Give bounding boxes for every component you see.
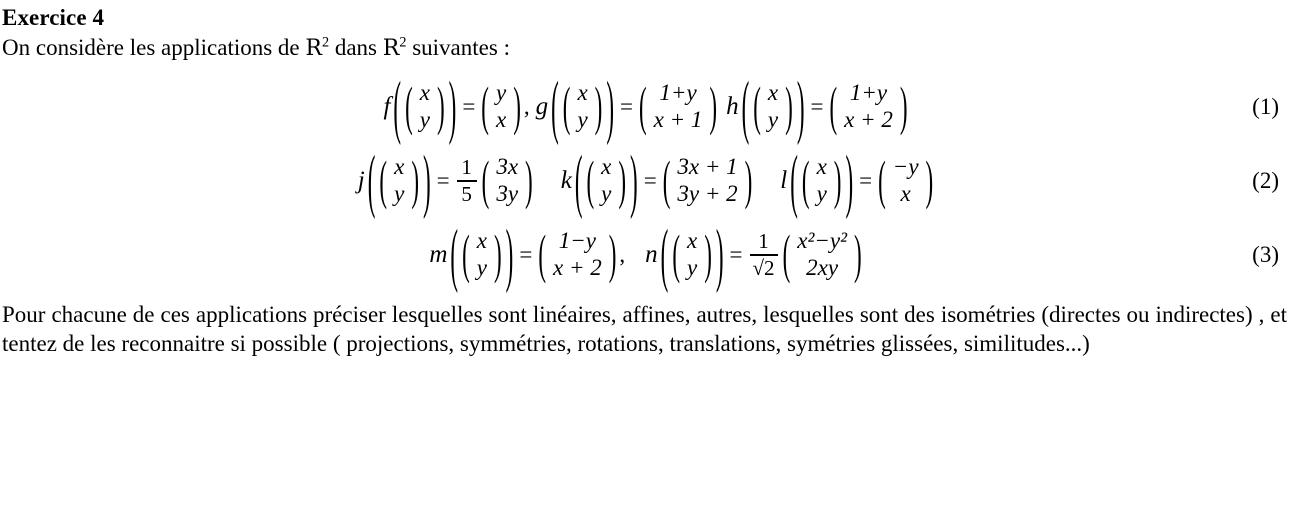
codomain-symbol: R [382,36,400,62]
arg-top-j: x [394,154,405,180]
result-vector-m [536,225,618,285]
argument-column-l [812,154,832,207]
argument-column-h [763,80,783,133]
result-column-m [548,228,607,281]
inner-paren-left: ( [379,151,388,211]
argument-vector-f [391,67,458,146]
equation-tag-3: (3) [1252,241,1279,267]
outer-paren-left: ( [741,67,750,146]
domain-exponent: 2 [321,34,330,51]
coefficient-fraction-n [750,230,778,280]
arg-bottom-j: y [394,180,405,206]
argument-vector-j [366,141,433,220]
result-paren-right: ) [925,151,934,211]
arg-bottom-m: y [476,254,487,280]
argument-vector-m [448,215,515,294]
argument-column-j [389,154,409,207]
page-top-edge [0,2,1293,5]
equation-row-3 [0,215,1293,294]
equals-sign-l: = [859,167,873,193]
result-column-k [672,154,742,207]
equals-sign-m: = [519,241,533,267]
inner-paren-right: ) [594,77,603,137]
fraction-numerator-n: 1 [758,228,769,253]
argument-column-k [596,154,616,207]
inner-paren-right: ) [704,225,712,285]
inner-paren-right: ) [411,151,419,211]
equation-row-2 [0,141,1293,220]
arg-top-f: x [419,80,430,106]
function-name-l: l [780,166,788,194]
result-vector-g [637,77,719,137]
result-column-f [491,80,511,133]
result-column-h [839,80,898,133]
domain-symbol: R [305,36,322,62]
result-column-j [491,154,523,207]
argument-column-m [472,228,492,281]
inner-paren-left: ( [562,77,571,137]
codomain-exponent: 2 [399,34,407,51]
arg-top-n: x [686,228,698,254]
outer-paren-right: ) [505,215,514,294]
equals-sign-k: = [643,167,657,193]
argument-vector-l [788,141,855,220]
arg-bottom-h: y [767,106,779,132]
argument-vector-g [549,67,616,146]
result-paren-left: ( [639,77,647,137]
inner-paren-right: ) [493,225,502,285]
equation-block [0,67,1293,294]
result-top-g: 1+y [659,80,697,106]
result-paren-right: ) [513,77,521,137]
arg-top-k: x [601,154,612,180]
result-vector-h [827,77,909,137]
intro-text-middle: dans [329,35,383,61]
fraction-denominator-j: 5 [461,181,472,206]
result-top-k: 3x + 1 [677,154,738,180]
inner-paren-left: ( [801,151,810,211]
argument-vector-k [573,141,640,220]
separator-m: , [619,241,626,267]
result-top-n: x²−y² [797,228,847,254]
argument-column-g [572,80,592,133]
result-paren-left: ( [878,151,886,211]
outer-paren-left: ( [660,215,669,294]
argument-vector-h [740,67,807,146]
function-name-h: h [726,92,739,120]
fraction-numerator-j: 1 [461,154,472,179]
arg-bottom-g: y [577,106,588,132]
inner-paren-left: ( [753,77,761,137]
result-vector-l [876,151,935,211]
result-vector-k [661,151,755,211]
arg-bottom-k: y [601,180,612,206]
arg-top-h: x [767,80,779,106]
arg-top-m: x [476,228,487,254]
result-column-l [888,154,924,207]
result-paren-right: ) [525,151,533,211]
result-bottom-g: x + 1 [653,106,703,132]
intro-text-after: suivantes : [406,35,510,61]
outer-paren-left: ( [367,141,376,220]
intro-line [2,33,1293,64]
equals-sign-g: = [620,93,633,119]
result-bottom-k: 3y + 2 [677,180,738,206]
outer-paren-right: ) [796,67,805,146]
equation-tag-1: (1) [1252,93,1279,119]
equals-sign-j: = [436,167,450,193]
result-paren-left: ( [782,225,791,285]
outer-paren-right: ) [606,67,615,146]
result-top-j: 3x [496,154,519,180]
intro-text-before: On considère les applications de [2,35,306,61]
inner-paren-left: ( [405,77,413,137]
result-paren-left: ( [538,225,546,285]
inner-paren-right: ) [618,151,627,211]
equation-row-1 [0,67,1293,146]
arg-bottom-l: y [816,180,827,206]
result-top-m: 1−y [558,228,596,254]
result-paren-left: ( [662,151,671,211]
outer-paren-right: ) [630,141,638,220]
result-paren-right: ) [744,151,753,211]
inner-paren-left: ( [586,151,595,211]
outer-paren-left: ( [551,67,559,146]
outer-paren-left: ( [790,141,798,220]
result-paren-right: ) [853,225,862,285]
equals-sign-h: = [810,93,824,119]
result-paren-right: ) [709,77,718,137]
result-paren-left: ( [829,77,838,137]
inner-paren-right: ) [833,151,842,211]
function-name-f: f [383,92,391,120]
result-top-f: y [495,80,507,106]
result-paren-left: ( [481,77,489,137]
function-name-m: m [429,240,448,268]
outer-paren-right: ) [422,141,431,220]
document-page [0,4,1293,511]
exercise-title: Exercice 4 [2,5,105,30]
outer-paren-left: ( [393,67,402,146]
result-column-g [649,80,708,133]
result-bottom-h: x + 2 [844,106,893,132]
function-name-k: k [560,166,572,194]
result-bottom-f: x [495,106,507,132]
outer-paren-left: ( [450,215,459,294]
argument-vector-n [659,215,726,294]
result-paren-left: ( [481,151,490,211]
arg-top-g: x [577,80,588,106]
arg-bottom-f: y [419,106,430,132]
result-top-h: 1+y [849,80,888,106]
coefficient-fraction-j [457,156,477,206]
result-bottom-l: x [900,180,911,206]
inner-paren-right: ) [436,77,445,137]
outer-paren-left: ( [574,141,583,220]
result-vector-n [781,225,864,285]
result-vector-f [479,77,523,137]
equals-sign-n: = [729,241,743,267]
result-bottom-j: 3y [496,180,519,206]
argument-column-n [682,228,702,281]
result-column-n [792,228,852,281]
closing-paragraph: Pour chacune de ces applications préciser lesquelles sont linéaires, affines, autres, lesquelles sont des isométries (directes ou indirectes) , et tentez de les reconnaitre si possible ( projections, symmétries, rotations, translations, symétries glissées, similitudes...) [2,301,1287,357]
function-name-j: j [357,166,365,194]
equals-sign-f: = [462,93,476,119]
inner-paren-left: ( [462,225,470,285]
argument-column-f [415,80,435,133]
outer-paren-right: ) [715,215,724,294]
outer-paren-right: ) [448,67,457,146]
function-name-n: n [645,240,658,268]
result-bottom-n: 2xy [806,254,839,280]
outer-paren-right: ) [845,141,854,220]
function-name-g: g [535,92,549,120]
result-vector-j [480,151,535,211]
fraction-denominator-n: √2 [752,255,775,280]
separator-f: , [523,93,530,119]
result-bottom-m: x + 2 [552,254,602,280]
arg-top-l: x [816,154,827,180]
result-paren-right: ) [608,225,617,285]
inner-paren-right: ) [785,77,793,137]
inner-paren-left: ( [672,225,680,285]
result-paren-right: ) [899,77,908,137]
equation-tag-2: (2) [1252,167,1279,193]
result-top-l: −y [892,154,919,180]
arg-bottom-n: y [686,254,698,280]
